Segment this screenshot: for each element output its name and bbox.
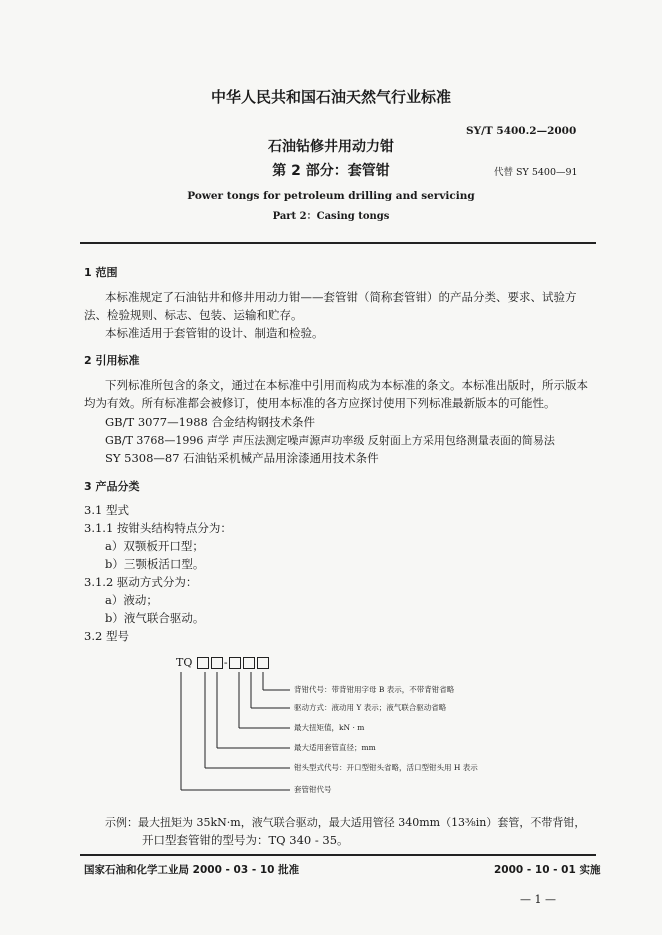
title-en-1: Power tongs for petroleum drilling and servicing: [187, 190, 475, 202]
reference-3: SY 5308—87 石油钻采机械产品用涂漆通用技术条件: [105, 451, 379, 465]
section-3-heading: 3 产品分类: [84, 480, 140, 493]
legend-back-tong: 背钳代号：带背钳用字母 B 表示，不带背钳省略: [294, 685, 455, 694]
title-cn-1: 石油钻修井用动力钳: [268, 139, 394, 155]
section-3-1-2-b: b）液气联合驱动。: [105, 611, 205, 625]
title-en-2: Part 2：Casing tongs: [272, 211, 390, 222]
page-number: — 1 —: [520, 893, 556, 906]
section-3-2: 3.2 型号: [84, 629, 129, 643]
title-cn-2: 第 2 部分：套管钳: [272, 163, 390, 179]
section-2-heading: 2 引用标准: [84, 354, 140, 367]
section-3-1-2: 3.1.2 驱动方式分为：: [84, 575, 198, 589]
legend-tong-code: 套管钳代号: [294, 785, 332, 794]
reference-2: GB/T 3768—1996 声学 声压法测定噪声源声功率级 反射面上方采用包络测量表面的简易法: [105, 434, 555, 447]
legend-max-torque: 最大扭矩值，kN · m: [294, 723, 365, 732]
section-3-1-1-a: a）双颚板开口型；: [105, 539, 204, 553]
section-2-para-1a: 下列标准所包含的条文，通过在本标准中引用而构成为本标准的条文。本标准出版时，所示版本: [105, 378, 588, 392]
section-3-1: 3.1 型式: [84, 503, 129, 517]
approval-date: 国家石油和化学工业局 2000 - 03 - 10 批准: [84, 864, 300, 876]
example-line-2: 开口型套管钳的型号为：TQ 340 - 35。: [142, 833, 349, 847]
model-dash: -: [223, 656, 228, 669]
legend-head-type: 钳头型式代号：开口型钳头省略，活口型钳头用 H 表示: [294, 763, 478, 772]
standard-number: SY/T 5400.2—2000: [466, 125, 577, 137]
section-1-heading: 1 范围: [84, 266, 118, 279]
org-title: 中华人民共和国石油天然气行业标准: [210, 88, 451, 106]
section-2-para-1b: 均为有效。所有标准都会被修订，使用本标准的各方应探讨使用下列标准最新版本的可能性。: [84, 396, 556, 410]
section-3-1-1: 3.1.1 按钳头结构特点分为：: [84, 521, 232, 535]
legend-max-casing: 最大适用套管直径；mm: [294, 743, 376, 752]
example-line-1: 示例：最大扭矩为 35kN·m，液气联合驱动，最大适用管径 340mm（13⅜in）套管，不带背钳，: [105, 816, 586, 829]
section-3-1-1-b: b）三颚板活口型。: [105, 557, 205, 571]
model-prefix: TQ: [176, 656, 193, 669]
effective-date: 2000 - 10 - 01 实施: [494, 864, 601, 876]
replaces-standard: 代替 SY 5400—91: [494, 167, 578, 178]
reference-1: GB/T 3077—1988 合金结构钢技术条件: [105, 415, 316, 429]
section-1-para-2: 本标准适用于套管钳的设计、制造和检验。: [105, 326, 324, 340]
footer-rule: [80, 854, 596, 856]
section-1-para-1a: 本标准规定了石油钻井和修井用动力钳——套管钳（简称套管钳）的产品分类、要求、试验方: [105, 290, 577, 304]
section-1-para-1b: 法、检验规则、标志、包装、运输和贮存。: [84, 308, 303, 322]
section-3-1-2-a: a）液动；: [105, 593, 158, 607]
legend-drive-mode: 驱动方式：液动用 Y 表示；液气联合驱动省略: [294, 703, 447, 712]
